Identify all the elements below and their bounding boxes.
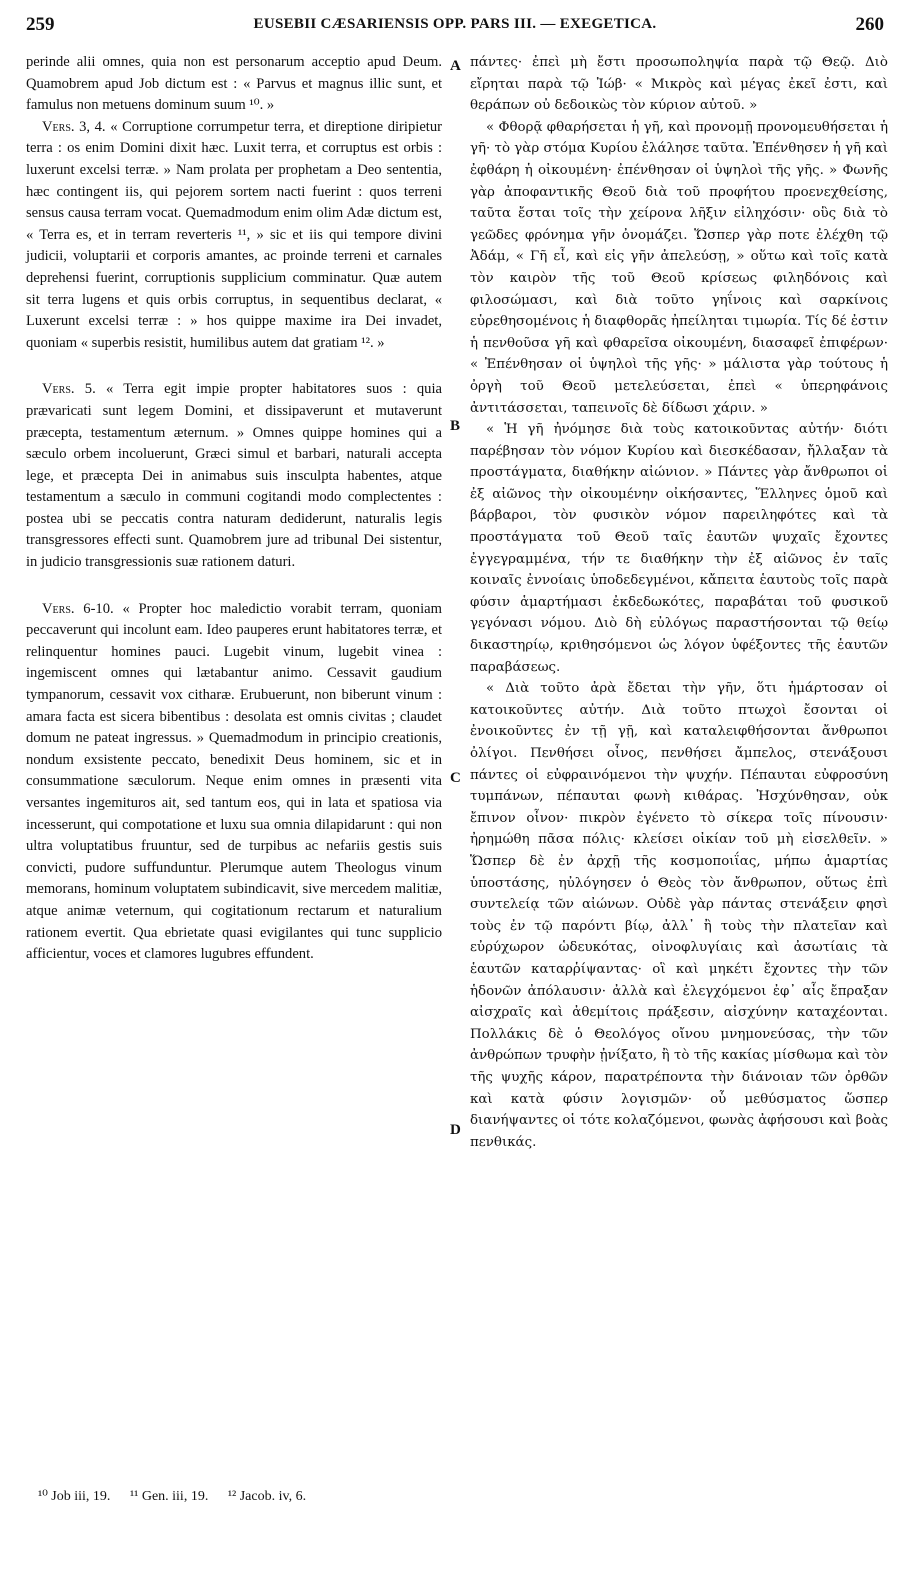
latin-text: « Terra egit impie propter habitatores suos : quia prævaricati sunt legem Domini, et dissipaverunt et mutaverunt præcepta, testamentum æternum. » Omnes quippe homines qui a sæculo orbem incoluerunt, Græci simul et barbari, naturali accepta lege, et præcepta Dei in animabus suis insculpta habentes, atque testamentum a sæculo in communi cogitandi modo complectentes : postea ubi se peccatis contra naturam dediderunt, naturalis legis transgressores effecti sunt. Quamobrem jure ad tribunal Dei sistentur, in judicio transgressionis suæ rationem daturi. (26, 381, 442, 571)
latin-column (26, 52, 442, 966)
latin-paragraph (26, 599, 442, 966)
page-number-left: 259 (26, 14, 55, 35)
section-marker-b: B (450, 418, 461, 434)
footnote: ¹¹ Gen. iii, 19. (129, 1489, 209, 1504)
footnotes (38, 1488, 322, 1505)
footnote: ¹² Jacob. iv, 6. (227, 1489, 307, 1504)
latin-text: « Propter hoc maledictio vorabit terram, quoniam peccaverunt qui incolunt eam. Ideo pauperes erunt habitatores terræ, et relinquentur homines pauci. Lugebit vinum, lugebit vinea : ingemiscent omnes qui lætabantur animo. Cessavit gaudium tympanorum, cessavit vox citharæ. Erubuerunt, non biberunt vinum : amara facta est sicera bibentibus : desolata est omnis civitas ; claudet domum ne pateat ingressus. » Quemadmodum in principio creationis, nondum exsistente peccato, benedixit Deus hominem, sic et in consummatione sæculorum. Neque enim omnes in præsenti vita versantes ingemituros ait, sed tantum eos, qui in lata et spatiosa via incesserunt, qui compotatione et luxu sua omnia dilapidarunt : qui non ultra voluptatibus fruuntur, sed de turpibus ac nefariis gestis suis convicti, pudore suffunduntur. Plerumque autem Theologus vinum memorans, hominum voluptatem subindicavit, sive mercedem malitiæ, atque animæ veternum, qui cogitationum rectarum et naturalium rationem evertit. Qua ebrietate quasi evigilantes qui tunc supplicio afficientur, voces et clamores lugubres effundent. (26, 600, 442, 963)
greek-paragraph: « Ἡ γῆ ἠνόμησε διὰ τοὺς κατοικοῦντας αὐτήν· διότι παρέβησαν τὸν νόμον Κυρίου καὶ διεσκέδασαν, ἤλλαξαν τὰ προστάγματα, διαθήκην αἰώνιον. » Πάντες γὰρ ἄνθρωποι οἱ ἐξ αἰῶνος τὴν οἰκουμένην οἰκήσαντες, Ἕλληνες ὁμοῦ καὶ βάρβαροι, τὸν φυσικὸν νόμον παρειληφότες καὶ τὰ προστάγματα τοῦ Θεοῦ ταῖς ἑαυτῶν ψυχαῖς ἔχοντες ἐγγεγραμμένα, τήν τε διαθήκην τὴν ἐξ αἰῶνος ἐν ταῖς κοιναῖς ἐννοίαις ὑποδεδεγμένοι, κἄπειτα ἑαυτοὺς τοῖς παρὰ φύσιν ἁμαρτήμασι ἐκδεδωκότες, παραβάται τοῦ φυσικοῦ γεγόνασι νόμου. Διὸ δὴ εὐλόγως παραστήσονται τῷ θείῳ δικαστηρίῳ, κριθησόμενοι ὡς λόγον ὑφέξοντες τῆς ἑαυτῶν παραβάσεως. (470, 422, 888, 675)
running-header (26, 14, 884, 40)
section-marker-d: D (450, 1122, 461, 1138)
greek-paragraph: « Διὰ τοῦτο ἀρὰ ἔδεται τὴν γῆν, ὅτι ἡμάρτοσαν οἱ κατοικοῦντες αὐτήν. Διὰ τοῦτο πτωχοὶ ἔσονται οἱ ἐνοικοῦντες ἐν τῇ γῇ, καὶ καταλειφθήσονται ἄνθρωποι ὀλίγοι. Πενθήσει οἶνος, πενθήσει ἄμπελος, στενάξουσι πάντες οἱ εὐφραινόμενοι τὴν ψυχήν. Πέπαυται εὐφροσύνη τυμπάνων, πέπαυται φωνὴ κιθάρας. Ἠσχύνθησαν, οὐκ ἔπινον οἶνον· πικρὸν ἐγένετο τὸ σίκερα τοῖς πίνουσιν· ἠρημώθη πᾶσα πόλις· κλείσει οἰκίαν τοῦ μὴ εἰσελθεῖν. » Ὥσπερ δὲ ἐν ἀρχῇ τῆς κοσμοποιΐας, μήπω ἁμαρτίας ὑποστάσης, ηὐλόγησεν ὁ Θεὸς τὸν ἄνθρωπον, οὕτως ἐπὶ συντελείᾳ τῶν αἰώνων. Οὐδὲ γὰρ πάντας στενάξειν φησὶ τοὺς ἐν τῷ παρόντι βίῳ, ἀλλ᾽ ἢ τοὺς τὴν πλατεῖαν καὶ εὐρύχωρον ὡδευκότας, οἰνοφλυγίαις καὶ ἀσωτίαις τὰ ἑαυτῶν καταρῥίψαντας· οἳ καὶ μηκέτι ἔχοντες τὴν τῶν ἡδονῶν ἀπόλαυσιν· ἀλλὰ καὶ ἐλεγχόμενοι ἐφ᾽ αἷς ἔπραξαν αἰσχραῖς καὶ ἀθεμίτοις πράξεσιν, αἰσχύνην καταχέονται. Πολλάκις δὲ ὁ Θεολόγος οἴνου μνημονεύσας, τὴν τῶν ἀνθρώπων τρυφὴν ᾐνίξατο, ἢ τὸ τῆς κακίας μίσθωμα καὶ τὸν τῆς ψυχῆς κάρον, παρατρέποντα τὴν διάνοιαν τῶν ὀρθῶν καὶ κατὰ φύσιν λογισμῶν· οὗ μεθύσματος ὥσπερ διανήψαντες οἱ τότε κολαζόμενοι, φωνὰς ἀφήσουσι καὶ βοὰς πενθικάς. (470, 681, 888, 1150)
latin-text: « Corruptione corrumpetur terra, et direptione diripietur terra : os enim Domini dixit hæc. Luxit terra, et corruptus est orbis : luxerunt excelsi terræ. » Nam prolata per prophetam a Deo sententia, hæc contingent iis, qui pejorem sortem nacti fuerint : quos terreni sensus causa terram vocat. Quemadmodum enim olim Adæ dictum est, « Terra es, et in terram reverteris ¹¹, » sic et iis qui tempore divini judicii, voluptarii et corporis amantes, ac proinde terreni et carnales deprehensi fuerint, corruptionis supplicium comminatur. Quæ autem sit terra lugens et quis orbis corruptus, in sequentibus declarat, « Luxerunt excelsi terræ : » hos quippe maxime ira Dei invadet, quoniam « superbis resistit, humilibus autem dat gratiam ¹². » (26, 118, 443, 351)
latin-paragraph (26, 379, 442, 573)
page-number-right: 260 (855, 14, 884, 35)
greek-paragraph: « Φθορᾷ φθαρήσεται ἡ γῆ, καὶ προνομῇ προνομευθήσεται ἡ γῆ· τὸ γὰρ στόμα Κυρίου ἐλάλησε ταῦτα. Ἐπένθησεν ἡ γῆ καὶ ἐφθάρη ἡ οἰκουμένη· ἐπένθησαν οἱ ὑψηλοὶ τῆς γῆς. » Φωνῆς γὰρ ἀποφαντικῆς Θεοῦ διὰ τοῦ προφήτου προενεχθείσης, ταῦτα ἔσται τοῖς τὴν χείρονα λῆξιν εἰληχόσιν· οὓς διὰ τὸ γεῶδες φρόνημα γῆν ὀνομάζει. Ὥσπερ γὰρ ποτε ἐλέχθη τῷ Ἀδάμ, « Γῆ εἶ, καὶ εἰς γῆν ἀπελεύσῃ, » οὕτω καὶ τοῖς κατὰ τὸν καιρὸν τῆς τοῦ Θεοῦ κρίσεως φιληδόνοις καὶ φιλοσώμασι, καὶ διὰ τοῦτο γηΐνοις καὶ σαρκίνοις εὑρεθησομένοις ἡ διαφθορᾶς ἠπείληται τιμωρία. Τίς δέ ἐστιν ἡ πενθοῦσα γῆ καὶ φθαρεῖσα οἰκουμένη, διασαφεῖ ἐπιφέρων· « Ἐπένθησαν οἱ ὑψηλοὶ τῆς γῆς· » μάλιστα γὰρ τούτους ἡ ὀργὴ τοῦ Θεοῦ μετελεύσεται, ἐπεὶ « ὑπερηφάνοις ἀντιτάσσεται, ταπεινοῖς δὲ δίδωσι χάριν. » (470, 119, 888, 416)
verse-label: Vers. 6-10. (42, 600, 114, 617)
footnote: ¹⁰ Job iii, 19. (38, 1489, 111, 1504)
latin-paragraph (26, 117, 442, 355)
running-title: EUSEBII CÆSARIENSIS OPP. PARS III. — EXEGETICA. (253, 16, 657, 32)
section-marker-c: C (450, 770, 461, 786)
verse-label: Vers. 5. (42, 381, 96, 398)
greek-column (470, 52, 888, 1153)
section-marker-a: A (450, 58, 461, 74)
verse-label: Vers. 3, 4. (42, 118, 106, 135)
greek-paragraph: πάντες· ἐπεὶ μὴ ἔστι προσωποληψία παρὰ τῷ Θεῷ. Διὸ εἴρηται παρὰ τῷ Ἰώβ· « Μικρὸς καὶ μέγας ἐκεῖ ἐστι, καὶ θεράπων οὐ δεδοικὼς τὸν κύριον αὐτοῦ. » (470, 55, 888, 114)
latin-paragraph: perinde alii omnes, quia non est personarum acceptio apud Deum. Quamobrem apud Job dictum est : « Parvus et magnus illic sunt, et famulus non metuens dominum suum ¹⁰. » (26, 54, 442, 114)
